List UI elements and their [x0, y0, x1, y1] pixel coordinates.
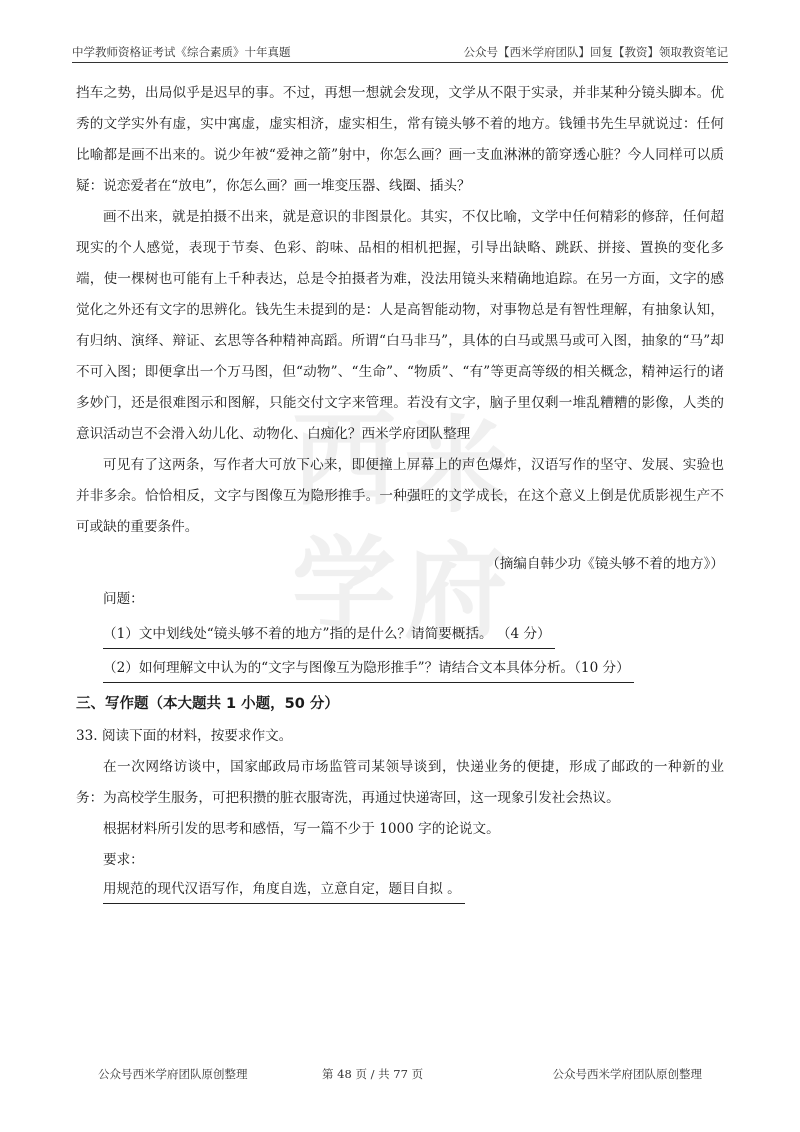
page-content — [76, 78, 724, 904]
header-divider — [72, 62, 728, 63]
header-title: 中学教师资格证考试《综合素质》十年真题 — [72, 45, 291, 59]
watermark-char: 米 — [404, 405, 509, 527]
watermark-char: 府 — [404, 531, 509, 653]
source-citation: （摘编自韩少功《镜头够不着的地方》） — [486, 556, 724, 572]
page-header — [72, 40, 728, 62]
question-2: （2）如何理解文中认为的“文字与图像互为隐形推手”？请结合文本具体分析。（10 分） — [103, 655, 634, 683]
q33-instruction: 根据材料所引发的思考和感悟，写一篇不少于 1000 字的论说文。 — [103, 821, 500, 837]
paragraph: 画不出来，就是拍摄不出来，就是意识的非图景化。其实，不仅比喻，文学中任何精彩的修辞，任何超现实的个人感觉，表现于节奏、色彩、韵味、品相的相机把握，引导出缺略、跳跃、拼接、置换的变化多端，使一棵树也可能有上千种表达，总是令拍摄者为难，没法用镜头来精确地追踪。在另一方面，文字的感觉化之外还有文字的思辨化。钱先生未提到的是：人是高智能动物，对事物总是有智性理解，有抽象认知，有归纳、演绎、辩证、玄思等各种精神高蹈。所谓“白马非马”，具体的白马或黑马或可入图，抽象的“马”却不可入图；即便拿出一个万马图，但“动物”、“生命”、“物质”、“有”等更高等级的相关概念，精神运行的诸多妙门，还是很难图示和图解，只能交付文字来管理。若没有文字，脑子里仅剩一堆乱糟糟的影像，人类的意识活动岂不会滑入幼儿化、动物化、白痴化？西米学府团队整理 — [76, 209, 724, 442]
requirements-label: 要求： — [103, 852, 144, 868]
header-promo: 公众号【西米学府团队】回复【教资】领取教资笔记 — [463, 45, 728, 59]
page-number: 第 48 页 / 共 77 页 — [322, 1067, 424, 1081]
section-title: 三、写作题（本大题共 1 小题，50 分） — [76, 696, 339, 712]
watermark-char: 学 — [292, 525, 397, 647]
q33-intro: 33. 阅读下面的材料，按要求作文。 — [76, 728, 293, 744]
footer-right: 公众号西米学府团队原创整理 — [552, 1067, 702, 1081]
paragraph: 可见有了这两条，写作者大可放下心来，即便撞上屏幕上的声色爆炸，汉语写作的坚守、发展、实验也并非多余。恰恰相反，文字与图像互为隐形推手。一种强旺的文学成长，在这个意义上倒是优质影视生产不可或缺的重要条件。 — [76, 457, 724, 535]
page-footer — [72, 1066, 728, 1086]
paragraph: 挡车之势，出局似乎是迟早的事。不过，再想一想就会发现，文学从不限于实录，并非某种分镜头脚本。优秀的文学实外有虚，实中寓虚，虚实相济，虚实相生，常有镜头够不着的地方。钱锺书先生早就说过：任何比喻都是画不出来的。说少年被“爱神之箭”射中，你怎么画？画一支血淋淋的箭穿透心脏？今人同样可以质疑：说恋爱者在“放电”，你怎么画？画一堆变压器、线圈、插头？ — [76, 85, 724, 194]
q33-material: 在一次网络访谈中，国家邮政局市场监管司某领导谈到，快递业务的便捷，形成了邮政的一种新的业务：为高校学生服务，可把积攒的脏衣服寄洗，再通过快递寄回，这一现象引发社会热议。 — [76, 759, 724, 806]
footer-left: 公众号西米学府团队原创整理 — [98, 1067, 248, 1081]
requirement-text: 用规范的现代汉语写作，角度自选，立意自定，题目自拟 。 — [103, 876, 465, 904]
question-1: （1）文中划线处“镜头够不着的地方”指的是什么？请简要概括。 （4 分） — [103, 621, 555, 649]
questions-label: 问题： — [103, 591, 144, 607]
watermark-char: 西 — [292, 399, 397, 521]
